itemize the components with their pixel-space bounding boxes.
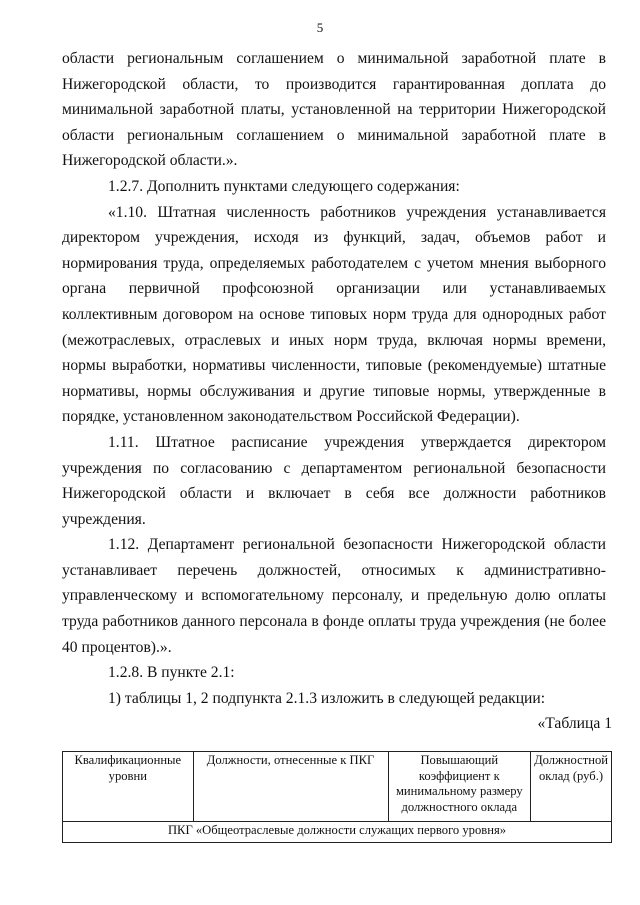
- paragraph-tables-intro: 1) таблицы 1, 2 подпункта 2.1.3 изложить в следующей редакции:: [108, 689, 546, 707]
- paragraph-continuation: области региональным соглашением о минимальной заработной плате в Нижегородской области, то производится гарантированная доплата до минимальной заработной платы, установленной на территории Нижегородской области региональным соглашением о минимальной заработной плате в Нижегородской области.».: [62, 50, 606, 170]
- table-header-row: [63, 752, 612, 822]
- salary-table: [62, 751, 612, 843]
- table-row: [63, 822, 612, 843]
- paragraph-1-2-7: 1.2.7. Дополнить пунктами следующего содержания:: [108, 177, 460, 195]
- paragraph-1-2-8: 1.2.8. В пункте 2.1:: [108, 664, 235, 682]
- paragraph-1-10: «1.10. Штатная численность работников учреждения устанавливается директором учреждения, исходя из функций, задач, объемов работ и нормирования труда, определяемых работодателем с учетом мнения выборного органа первичной профсоюзной организации или устанавливаемых коллективным договором на основе типовых норм труда для однородных работ (межотраслевых, отраслевых и иных норм труда, включая нормы времени, нормы выработки, нормативы численности, типовые (рекомендуемые) штатные нормативы, нормы обслуживания и другие типовые нормы, утвержденные в порядке, установленном законодательством Российской Федерации).: [62, 203, 606, 426]
- header-qualification-levels: Квалификационные уровни: [63, 752, 194, 822]
- header-salary: Должностной оклад (руб.): [531, 752, 612, 822]
- table-caption: «Таблица 1: [537, 715, 612, 733]
- page-number: 5: [316, 20, 324, 35]
- body-text: [62, 46, 612, 737]
- paragraph-1-12: 1.12. Департамент региональной безопасности Нижегородской области устанавливает перечень должностей, относимых к административно-управленческому и вспомогательному персоналу, и предельную долю оплаты труда работников данного персонала в фонде оплаты труда учреждения (не более 40 процентов).».: [62, 536, 606, 656]
- pkg-group-row: ПКГ «Общеотраслевые должности служащих первого уровня»: [63, 822, 612, 843]
- header-positions: Должности, отнесенные к ПКГ: [193, 752, 388, 822]
- header-coefficient: Повышающий коэффициент к минимальному размеру должностного оклада: [388, 752, 531, 822]
- paragraph-1-11: 1.11. Штатное расписание учреждения утверждается директором учреждения по согласованию с департаментом региональной безопасности Нижегородской области и включает в себя все должности работников учреждения.: [62, 433, 606, 528]
